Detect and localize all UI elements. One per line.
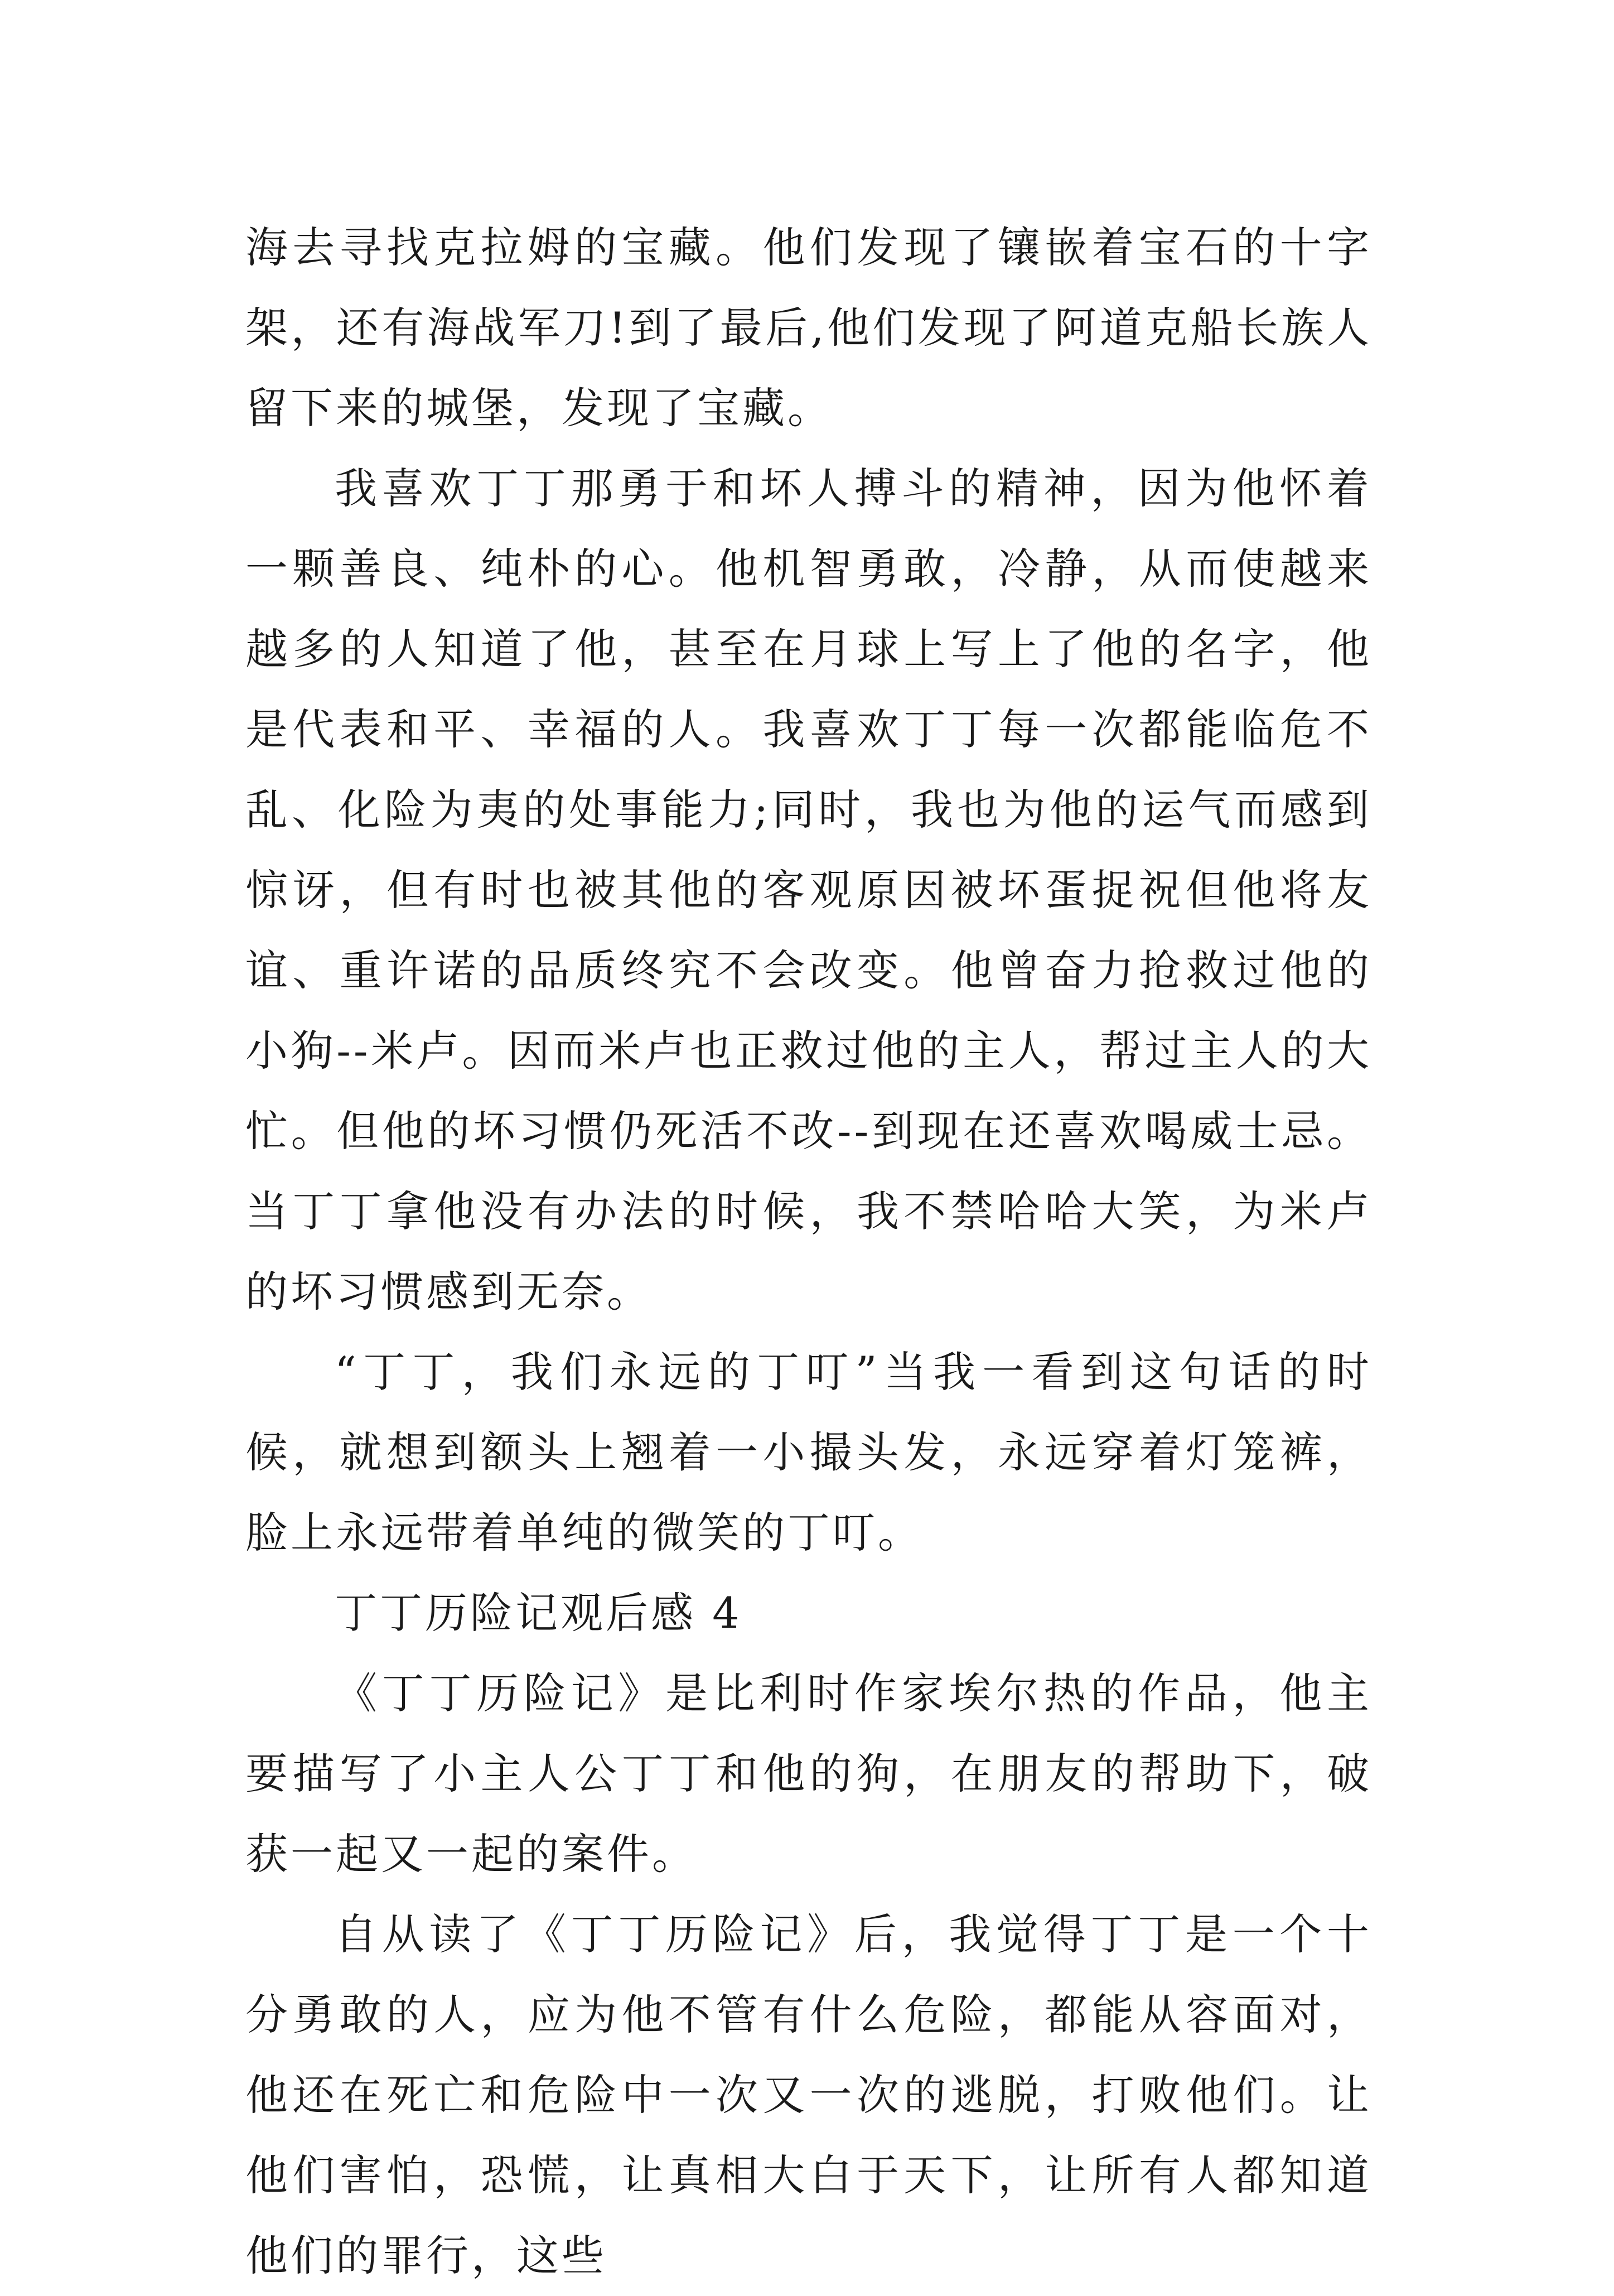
paragraph-continuation: 海去寻找克拉姆的宝藏。他们发现了镶嵌着宝石的十字架，还有海战军刀!到了最后,他们发现了阿道克船长族人留下来的城堡，发现了宝藏。: [245, 223, 1372, 433]
paragraph-reading-reflection: 自从读了《丁丁历险记》后，我觉得丁丁是一个十分勇敢的人，应为他不管有什么危险，都能从容面对，他还在死亡和危险中一次又一次的逃脱，打败他们。让他们害怕，恐慌，让真相大白于天下，让所有人都知道他们的罪行，这些: [245, 1909, 1372, 2280]
section-heading: 丁丁历险记观后感 4: [335, 1588, 742, 1638]
paragraph-tintin-spirit: 我喜欢丁丁那勇于和坏人搏斗的精神，因为他怀着一颗善良、纯朴的心。他机智勇敢，冷静，从而使越来越多的人知道了他，甚至在月球上写上了他的名字，他是代表和平、幸福的人。我喜欢丁丁每一次都能临危不乱、化险为夷的处事能力;同时，我也为他的运气而感到惊讶，但有时也被其他的客观原因被坏蛋捉祝但他将友谊、重许诺的品质终究不会改变。他曾奋力抢救过他的小狗--米卢。因而米卢也正救过他的主人，帮过主人的大忙。但他的坏习惯仍死活不改--到现在还喜欢喝威士忌。当丁丁拿他没有办法的时候，我不禁哈哈大笑，为米卢的坏习惯感到无奈。: [245, 464, 1372, 1316]
document-body: [245, 208, 1372, 2296]
paragraph-book-intro: 《丁丁历险记》是比利时作家埃尔热的作品，他主要描写了小主人公丁丁和他的狗，在朋友的帮助下，破获一起又一起的案件。: [245, 1668, 1372, 1879]
paragraph-tintin-quote: “丁丁，我们永远的丁叮”当我一看到这句话的时候，就想到额头上翘着一小撮头发，永远穿着灯笼裤，脸上永远带着单纯的微笑的丁叮。: [245, 1347, 1372, 1557]
